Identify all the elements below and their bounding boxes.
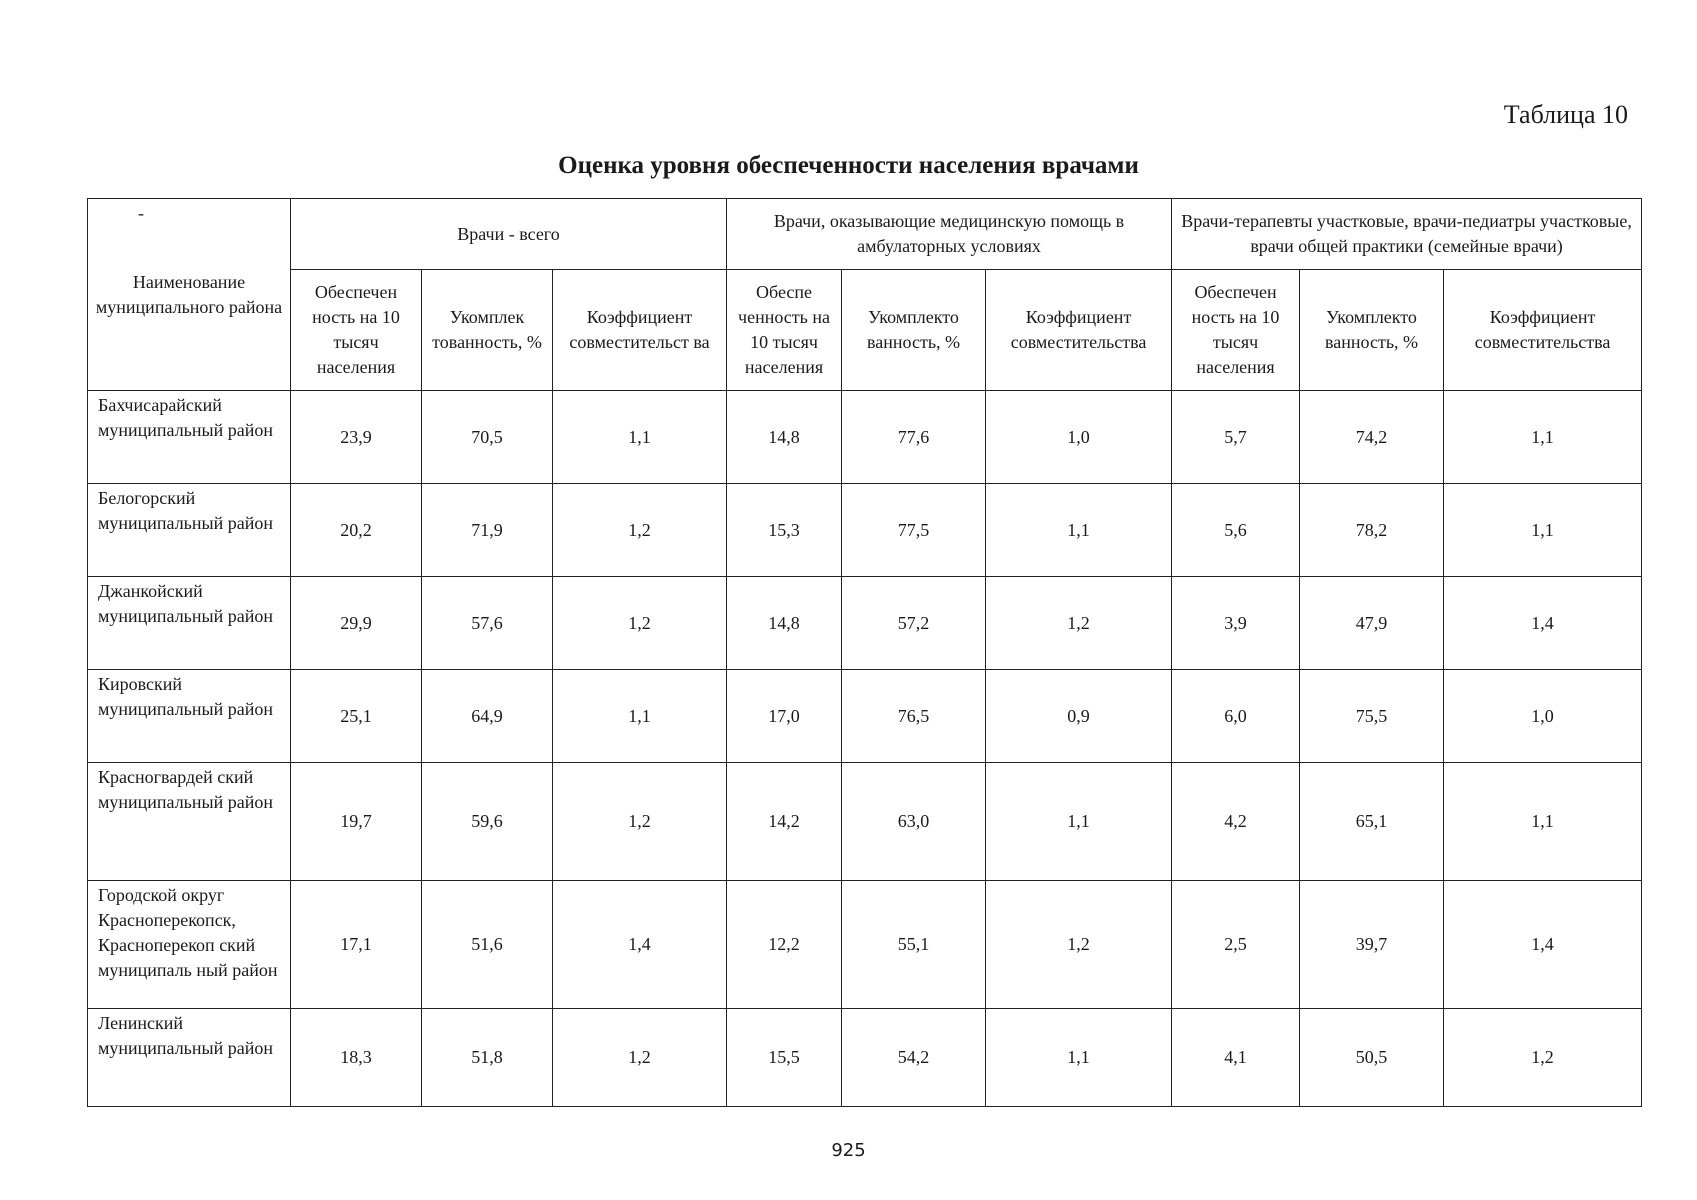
table-cell: 4,1 xyxy=(1172,1009,1300,1107)
table-cell: 51,6 xyxy=(422,881,553,1009)
district-name: Белогорский муниципальный район xyxy=(88,484,291,577)
table-cell: 57,6 xyxy=(422,577,553,670)
header-sub: Укомплекто ванность, % xyxy=(1300,270,1444,391)
table-cell: 75,5 xyxy=(1300,670,1444,763)
page-title: Оценка уровня обеспеченности населения врачами xyxy=(558,152,1139,179)
table-cell: 1,2 xyxy=(553,763,727,881)
table-cell: 55,1 xyxy=(842,881,986,1009)
table-cell: 1,2 xyxy=(986,881,1172,1009)
table-row xyxy=(88,881,1642,1009)
table-cell: 65,1 xyxy=(1300,763,1444,881)
table-cell: 39,7 xyxy=(1300,881,1444,1009)
table-cell: 1,2 xyxy=(553,577,727,670)
table-cell: 2,5 xyxy=(1172,881,1300,1009)
table-cell: 1,2 xyxy=(553,1009,727,1107)
header-group-all-doctors: Врачи - всего xyxy=(291,199,727,270)
table-cell: 1,1 xyxy=(1444,391,1642,484)
table-cell: 59,6 xyxy=(422,763,553,881)
table-cell: 20,2 xyxy=(291,484,422,577)
header-sub: Коэффициент совместительст ва xyxy=(553,270,727,391)
table-cell: 14,8 xyxy=(727,391,842,484)
table-cell: 1,4 xyxy=(553,881,727,1009)
district-name: Кировский муниципальный район xyxy=(88,670,291,763)
table-cell: 5,7 xyxy=(1172,391,1300,484)
table-cell: 1,2 xyxy=(1444,1009,1642,1107)
table-cell: 1,1 xyxy=(986,484,1172,577)
table-row xyxy=(88,763,1642,881)
table-cell: 19,7 xyxy=(291,763,422,881)
table-cell: 1,1 xyxy=(986,763,1172,881)
district-name: Джанкойский муниципальный район xyxy=(88,577,291,670)
header-sub: Обеспечен ность на 10 тысяч населения xyxy=(1172,270,1300,391)
table-cell: 1,0 xyxy=(986,391,1172,484)
table-cell: 14,2 xyxy=(727,763,842,881)
page-number: 925 xyxy=(831,1140,866,1161)
table-cell: 50,5 xyxy=(1300,1009,1444,1107)
table-cell: 23,9 xyxy=(291,391,422,484)
table-cell: 1,1 xyxy=(553,391,727,484)
table-cell: 29,9 xyxy=(291,577,422,670)
header-sub: Обеспе ченность на 10 тысяч населения xyxy=(727,270,842,391)
district-name: Красногвардей ский муниципальный район xyxy=(88,763,291,881)
table-cell: 51,8 xyxy=(422,1009,553,1107)
table-cell: 63,0 xyxy=(842,763,986,881)
table-cell: 1,1 xyxy=(986,1009,1172,1107)
table-cell: 1,1 xyxy=(1444,763,1642,881)
table-row xyxy=(88,1009,1642,1107)
table-cell: 57,2 xyxy=(842,577,986,670)
table-row xyxy=(88,391,1642,484)
header-name-col xyxy=(88,199,291,391)
data-table xyxy=(87,198,1642,1107)
header-sub: Коэффициент совместительства xyxy=(1444,270,1642,391)
table-cell: 1,1 xyxy=(1444,484,1642,577)
table-cell: 71,9 xyxy=(422,484,553,577)
table-cell: 77,6 xyxy=(842,391,986,484)
table-cell: 18,3 xyxy=(291,1009,422,1107)
table-cell: 77,5 xyxy=(842,484,986,577)
header-name-label: Наименование муниципального района xyxy=(95,271,283,317)
table-row xyxy=(88,484,1642,577)
table-cell: 4,2 xyxy=(1172,763,1300,881)
table-cell: 1,1 xyxy=(553,670,727,763)
district-name: Бахчисарайский муниципальный район xyxy=(88,391,291,484)
table-cell: 14,8 xyxy=(727,577,842,670)
table-cell: 25,1 xyxy=(291,670,422,763)
table-cell: 1,2 xyxy=(986,577,1172,670)
header-sub: Обеспечен ность на 10 тысяч населения xyxy=(291,270,422,391)
header-sub: Коэффициент совместительства xyxy=(986,270,1172,391)
table-cell: 1,4 xyxy=(1444,881,1642,1009)
district-name: Городской округ Красноперекопск, Красноперекоп ский муниципаль ный район xyxy=(88,881,291,1009)
table-cell: 70,5 xyxy=(422,391,553,484)
table-cell: 64,9 xyxy=(422,670,553,763)
table-cell: 15,3 xyxy=(727,484,842,577)
header-sub: Укомплекто ванность, % xyxy=(842,270,986,391)
table-cell: 54,2 xyxy=(842,1009,986,1107)
table-cell: 1,0 xyxy=(1444,670,1642,763)
header-sub: Укомплек тованность, % xyxy=(422,270,553,391)
table-cell: 1,4 xyxy=(1444,577,1642,670)
table-cell: 5,6 xyxy=(1172,484,1300,577)
table-cell: 17,1 xyxy=(291,881,422,1009)
header-group-district: Врачи-терапевты участковые, врачи-педиатры участковые, врачи общей практики (семейные врачи) xyxy=(1172,199,1642,270)
table-cell: 12,2 xyxy=(727,881,842,1009)
table-cell: 0,9 xyxy=(986,670,1172,763)
header-group-outpatient: Врачи, оказывающие медицинскую помощь в амбулаторных условиях xyxy=(727,199,1172,270)
table-cell: 47,9 xyxy=(1300,577,1444,670)
table-cell: 76,5 xyxy=(842,670,986,763)
table-cell: 1,2 xyxy=(553,484,727,577)
table-row xyxy=(88,670,1642,763)
table-cell: 3,9 xyxy=(1172,577,1300,670)
table-cell: 17,0 xyxy=(727,670,842,763)
table-label: Таблица 10 xyxy=(1503,100,1628,129)
table-cell: 6,0 xyxy=(1172,670,1300,763)
table-cell: 78,2 xyxy=(1300,484,1444,577)
district-name: Ленинский муниципальный район xyxy=(88,1009,291,1107)
table-row xyxy=(88,577,1642,670)
table-cell: 74,2 xyxy=(1300,391,1444,484)
table-cell: 15,5 xyxy=(727,1009,842,1107)
header-dash: - xyxy=(138,203,144,223)
